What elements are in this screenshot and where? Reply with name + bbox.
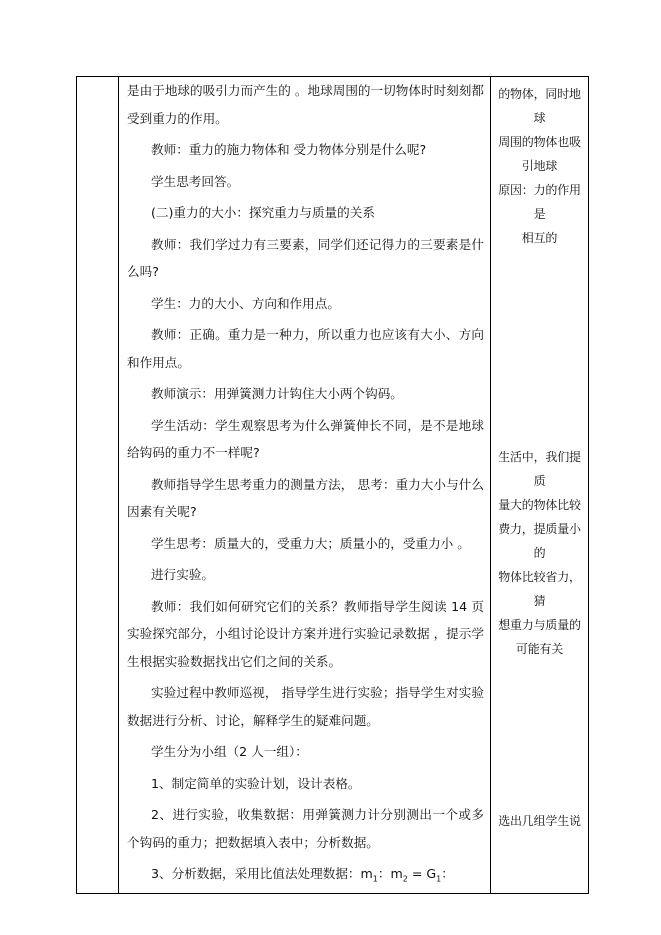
paragraph-teacher-patrol: 实验过程中教师巡视， 指导学生进行实验；指导学生对实验数据进行分析、讨论，解释学生的疑难问题。 [127,685,484,728]
paragraph-gravity-origin: 是由于地球的吸引力而产生的 。地球周围的一切物体时时刻刻都受到重力的作用。 [127,83,484,126]
side-note-guess: 生活中，我们提质 量大的物体比较 费力，提质量小的 物体比较省力，猜 想重力与质量的 可能有关 [498,450,581,656]
empty-left-cell [77,77,119,894]
side-note-interaction: 的物体，同时地球 周围的物体也吸 引地球 原因：力的作用是 相互的 [498,87,581,245]
paragraph-student-activity: 学生活动：学生观察思考为什么弹簧伸长不同，是不是地球给钩码的重力不一样呢? [127,417,484,460]
teaching-process-cell [119,77,491,894]
paragraph-teacher-demo: 教师演示：用弹簧测力计钩住大小两个钩码。 [151,386,403,401]
paragraph-teacher-correct: 教师：正确。重力是一种力，所以重力也应该有大小、方向和作用点。 [127,327,484,370]
paragraph-research-relation: 教师：我们如何研究它们的关系？教师指导学生阅读 14 页实验探究部分，小组讨论设计方案并进行实验记录数据 ，提示学生根据实验数据找出它们之间的关系。 [127,598,484,669]
paragraph-group-division: 学生分为小组（2 人一组）： [151,744,308,759]
design-intent-cell [491,77,589,894]
paragraph-do-experiment: 进行实验。 [151,567,214,582]
paragraph-measurement-method: 教师指导学生思考重力的测量方法， 思考：重力大小与什么因素有关呢? [127,476,484,519]
side-note-select-groups: 选出几组学生说 [498,814,581,828]
paragraph-step-2: 2、进行实验，收集数据：用弹簧测力计分别测出一个或多个钩码的重力；把数据填入表中；分析数据。 [127,807,484,850]
paragraph-teacher-question-force: 教师：重力的施力物体和 受力物体分别是什么呢? [151,142,427,157]
paragraph-student-answer: 学生思考回答。 [151,173,240,189]
paragraph-step-3: 3、分析数据，采用比值法处理数据：$m_1$：$m_2 = G_1$： [151,866,454,884]
lesson-plan-table [76,76,589,894]
section-heading-gravity-magnitude: (二)重力的大小：探究重力与质量的关系 [151,205,375,220]
paragraph-student-three-elements: 学生：力的大小、方向和作用点。 [151,295,340,311]
table-row [77,77,589,894]
paragraph-step-1: 1、制定简单的实验计划，设计表格。 [151,775,361,791]
paragraph-student-thinking: 学生思考：质量大的，受重力大；质量小的，受重力小 。 [151,535,470,551]
paragraph-three-elements-question: 教师：我们学过力有三要素，同学们还记得力的三要素是什么吗? [127,236,484,279]
